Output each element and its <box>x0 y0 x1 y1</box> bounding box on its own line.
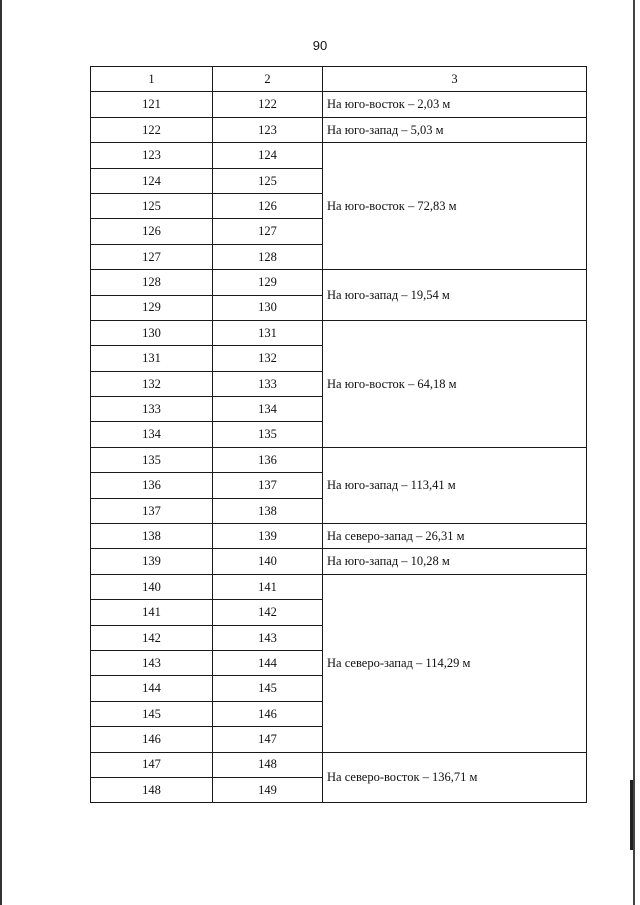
point-from-cell: 124 <box>91 168 213 193</box>
point-to-cell: 139 <box>213 524 323 549</box>
point-to-cell: 149 <box>213 777 323 802</box>
direction-cell: На юго-восток – 64,18 м <box>323 320 587 447</box>
point-to-cell: 138 <box>213 498 323 523</box>
table-row <box>91 574 587 599</box>
point-to-cell: 130 <box>213 295 323 320</box>
header-col-3: 3 <box>323 67 587 92</box>
point-from-cell: 148 <box>91 777 213 802</box>
direction-cell: На юго-восток – 2,03 м <box>323 92 587 117</box>
table-row <box>91 549 587 574</box>
direction-cell: На юго-запад – 10,28 м <box>323 549 587 574</box>
direction-cell: На юго-запад – 5,03 м <box>323 117 587 142</box>
point-to-cell: 127 <box>213 219 323 244</box>
direction-cell: На юго-запад – 19,54 м <box>323 270 587 321</box>
point-to-cell: 143 <box>213 625 323 650</box>
point-from-cell: 131 <box>91 346 213 371</box>
point-to-cell: 126 <box>213 193 323 218</box>
scan-left-edge <box>0 0 2 905</box>
point-from-cell: 137 <box>91 498 213 523</box>
table-row <box>91 92 587 117</box>
table-row <box>91 143 587 168</box>
point-to-cell: 125 <box>213 168 323 193</box>
table-row <box>91 270 587 295</box>
point-to-cell: 148 <box>213 752 323 777</box>
point-to-cell: 137 <box>213 473 323 498</box>
table-row <box>91 524 587 549</box>
point-from-cell: 123 <box>91 143 213 168</box>
scan-right-edge <box>633 0 635 905</box>
table-row <box>91 320 587 345</box>
point-to-cell: 135 <box>213 422 323 447</box>
point-to-cell: 147 <box>213 727 323 752</box>
table-row <box>91 752 587 777</box>
point-from-cell: 133 <box>91 397 213 422</box>
point-from-cell: 129 <box>91 295 213 320</box>
header-col-1: 1 <box>91 67 213 92</box>
point-from-cell: 146 <box>91 727 213 752</box>
page-number: 90 <box>312 38 328 53</box>
point-to-cell: 142 <box>213 600 323 625</box>
point-to-cell: 123 <box>213 117 323 142</box>
point-from-cell: 135 <box>91 447 213 472</box>
direction-cell: На северо-восток – 136,71 м <box>323 752 587 803</box>
point-to-cell: 128 <box>213 244 323 269</box>
point-to-cell: 129 <box>213 270 323 295</box>
point-to-cell: 124 <box>213 143 323 168</box>
point-from-cell: 122 <box>91 117 213 142</box>
point-to-cell: 141 <box>213 574 323 599</box>
point-from-cell: 143 <box>91 650 213 675</box>
point-to-cell: 133 <box>213 371 323 396</box>
point-from-cell: 121 <box>91 92 213 117</box>
point-from-cell: 130 <box>91 320 213 345</box>
direction-cell: На северо-запад – 114,29 м <box>323 574 587 752</box>
point-to-cell: 144 <box>213 650 323 675</box>
table-row <box>91 447 587 472</box>
direction-cell: На юго-запад – 113,41 м <box>323 447 587 523</box>
point-from-cell: 127 <box>91 244 213 269</box>
table-body <box>91 92 587 803</box>
header-col-2: 2 <box>213 67 323 92</box>
point-to-cell: 122 <box>213 92 323 117</box>
point-from-cell: 134 <box>91 422 213 447</box>
point-from-cell: 136 <box>91 473 213 498</box>
point-from-cell: 140 <box>91 574 213 599</box>
point-to-cell: 136 <box>213 447 323 472</box>
direction-cell: На северо-запад – 26,31 м <box>323 524 587 549</box>
point-from-cell: 125 <box>91 193 213 218</box>
direction-cell: На юго-восток – 72,83 м <box>323 143 587 270</box>
point-to-cell: 132 <box>213 346 323 371</box>
point-to-cell: 134 <box>213 397 323 422</box>
point-from-cell: 138 <box>91 524 213 549</box>
boundary-table <box>90 66 587 803</box>
point-from-cell: 139 <box>91 549 213 574</box>
point-from-cell: 128 <box>91 270 213 295</box>
point-from-cell: 126 <box>91 219 213 244</box>
point-from-cell: 141 <box>91 600 213 625</box>
point-to-cell: 146 <box>213 701 323 726</box>
point-to-cell: 131 <box>213 320 323 345</box>
table-row <box>91 117 587 142</box>
point-from-cell: 132 <box>91 371 213 396</box>
point-to-cell: 145 <box>213 676 323 701</box>
point-from-cell: 147 <box>91 752 213 777</box>
table-header-row <box>91 67 587 92</box>
scan-edge-mark <box>630 780 633 850</box>
point-from-cell: 144 <box>91 676 213 701</box>
point-from-cell: 145 <box>91 701 213 726</box>
point-from-cell: 142 <box>91 625 213 650</box>
point-to-cell: 140 <box>213 549 323 574</box>
